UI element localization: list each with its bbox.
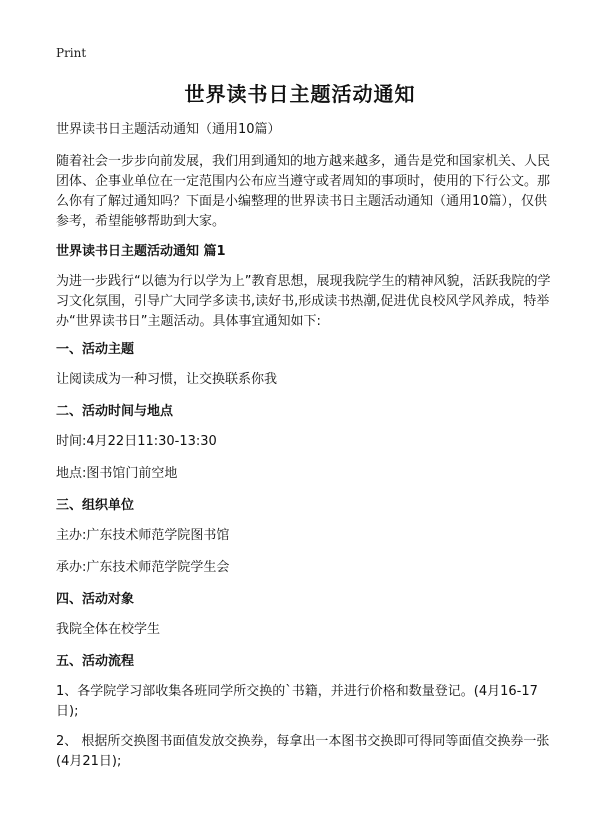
section-line-theme: 让阅读成为一种习惯，让交换联系你我 xyxy=(56,372,278,387)
section-line-organizer: 承办:广东技术师范学院学生会 xyxy=(56,560,230,575)
section-heading-process: 五、活动流程 xyxy=(56,654,135,669)
section-heading-time-place: 二、活动时间与地点 xyxy=(56,404,174,419)
part-intro-paragraph: 为进一步践行“以德为行以学为上”教育思想，展现我院学生的精神风貌，活跃我院的学习文化氛围，引导广大同学多读书,读好书,形成读书热潮,促进优良校风学风养成，特举办“世界读书日”主题活动。具体事宜通知如下: xyxy=(56,274,551,329)
section-line-place: 地点:图书馆门前空地 xyxy=(56,466,178,481)
intro-paragraph: 随着社会一步步向前发展，我们用到通知的地方越来越多，通告是党和国家机关、人民团体、企事业单位在一定范围内公布应当遵守或者周知的事项时，使用的下行公文。那么你有了解过通知吗？下面是小编整理的世界读书日主题活动通知（通用10篇），仅供参考，希望能够帮助到大家。 xyxy=(56,154,551,229)
section-heading-audience: 四、活动对象 xyxy=(56,592,135,607)
process-step-2: 2、 根据所交换图书面值发放交换券，每拿出一本图书交换即可得同等面值交换券一张(4月21日); xyxy=(56,734,550,769)
section-line-time: 时间:4月22日11:30-13:30 xyxy=(56,434,217,449)
document-body xyxy=(56,120,552,782)
process-step-1: 1、各学院学习部收集各班同学所交换的`书籍，并进行价格和数量登记。(4月16-17日); xyxy=(56,684,538,719)
section-line-host: 主办:广东技术师范学院图书馆 xyxy=(56,528,230,543)
document-title: 世界读书日主题活动通知 xyxy=(184,82,416,106)
section-heading-organizers: 三、组织单位 xyxy=(56,498,135,513)
section-heading-theme: 一、活动主题 xyxy=(56,342,135,357)
print-link[interactable]: Print xyxy=(56,46,87,60)
part-heading: 世界读书日主题活动通知 篇1 xyxy=(56,244,226,259)
section-line-audience: 我院全体在校学生 xyxy=(56,622,161,637)
document-subtitle: 世界读书日主题活动通知（通用10篇） xyxy=(56,122,281,137)
